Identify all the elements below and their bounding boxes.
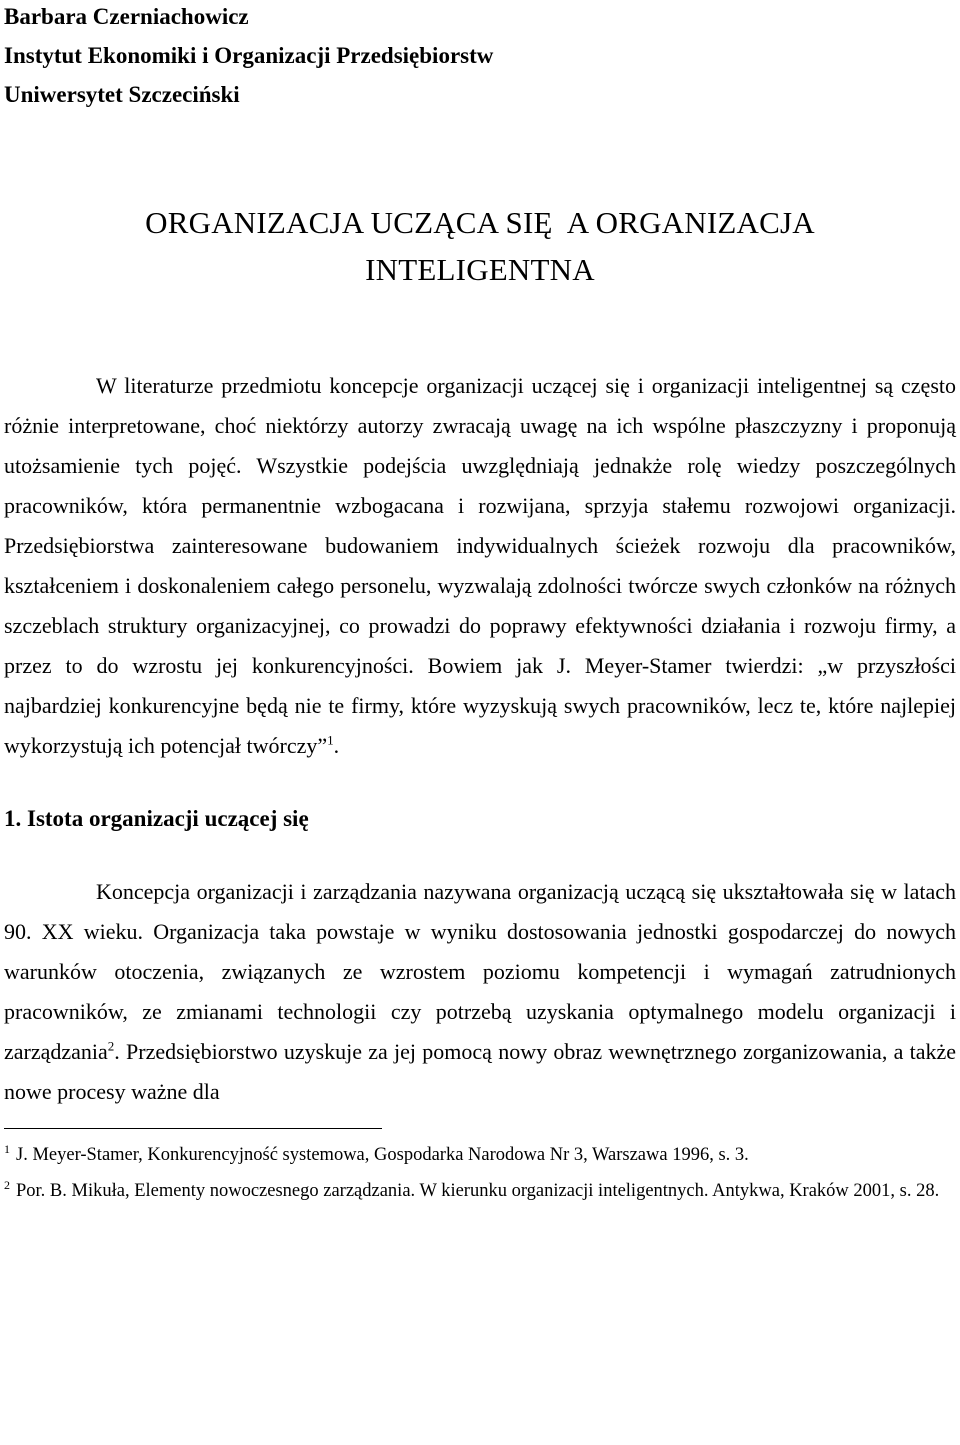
section-1-paragraph — [4, 872, 956, 1112]
university-name: Uniwersytet Szczeciński — [4, 82, 240, 107]
footnote-text-1: J. Meyer-Stamer, Konkurencyjność systemowa, Gospodarka Narodowa Nr 3, Warszawa 1996, s. 3. — [16, 1145, 749, 1165]
intro-text: W literaturze przedmiotu koncepcje organizacji uczącej się i organizacji inteligentnej są często różnie interpretowane, choć niektórzy autorzy zwracają uwagę na ich wspólne płaszczyzny i proponują utożsamienie tych pojęć. Wszystkie podejścia uwzględniają jednakże rolę wiedzy poszczególnych pracowników, która permanentnie wzbogacana i rozwijana, sprzyja stałemu rozwojowi organizacji. Przedsiębiorstwa zainteresowane budowaniem indywidualnych ścieżek rozwoju dla pracowników, kształceniem i doskonaleniem całego personelu, wyzwalają zdolności twórcze swych członków na różnych szczeblach struktury organizacyjnej, co prowadzi do poprawy efektywności działania i rozwoju firmy, a przez to do wzrostu jej konkurencyjności. Bowiem jak J. Meyer-Stamer twierdzi: „w przyszłości najbardziej konkurencyjne będą nie te firmy, które wyzyskują swych pracowników, lecz te, które najlepiej wykorzystują ich potencjał twórczy” — [4, 373, 956, 758]
footnote-number-2: 2 — [4, 1177, 10, 1192]
section-heading-1: 1. Istota organizacji uczącej się — [4, 806, 309, 831]
intro-paragraph — [4, 366, 956, 766]
footnote-number-1: 1 — [4, 1141, 10, 1156]
section-1-text-b: . Przedsiębiorstwo uzyskuje za jej pomocą nowy obraz wewnętrznego zorganizowania, a także nowe procesy ważne dla — [4, 1039, 956, 1104]
paper-title-line-1: ORGANIZACJA UCZĄCA SIĘ A ORGANIZACJA — [145, 205, 815, 240]
footnote-2 — [4, 1175, 956, 1207]
author-affiliation — [4, 0, 956, 114]
intro-end: . — [333, 733, 340, 758]
footnote-text-2: Por. B. Mikuła, Elementy nowoczesnego zarządzania. W kierunku organizacji inteligentnych. Antykwa, Kraków 2001, s. 28. — [16, 1181, 940, 1201]
footnote-ref-2: 2 — [107, 1038, 115, 1054]
author-name: Barbara Czerniachowicz — [4, 4, 249, 29]
footnote-1 — [4, 1139, 956, 1171]
institute-name: Instytut Ekonomiki i Organizacji Przedsiębiorstw — [4, 43, 494, 68]
footnote-divider — [4, 1128, 382, 1129]
paper-title-line-2: INTELIGENTNA — [365, 252, 595, 287]
paper-title — [4, 199, 956, 293]
section-1-text-a: Koncepcja organizacji i zarządzania nazywana organizacją uczącą się ukształtowała się w latach 90. XX wieku. Organizacja taka powstaje w wyniku dostosowania jednostki gospodarczej do nowych warunków otoczenia, związanych ze wzrostem poziomu kompetencji i wymagań zatrudnionych pracowników, ze zmianami technologii czy potrzebą uzyskania optymalnego modelu organizacji i zarządzania — [4, 879, 956, 1064]
footnotes — [4, 1139, 956, 1207]
footnote-ref-1: 1 — [327, 732, 334, 748]
